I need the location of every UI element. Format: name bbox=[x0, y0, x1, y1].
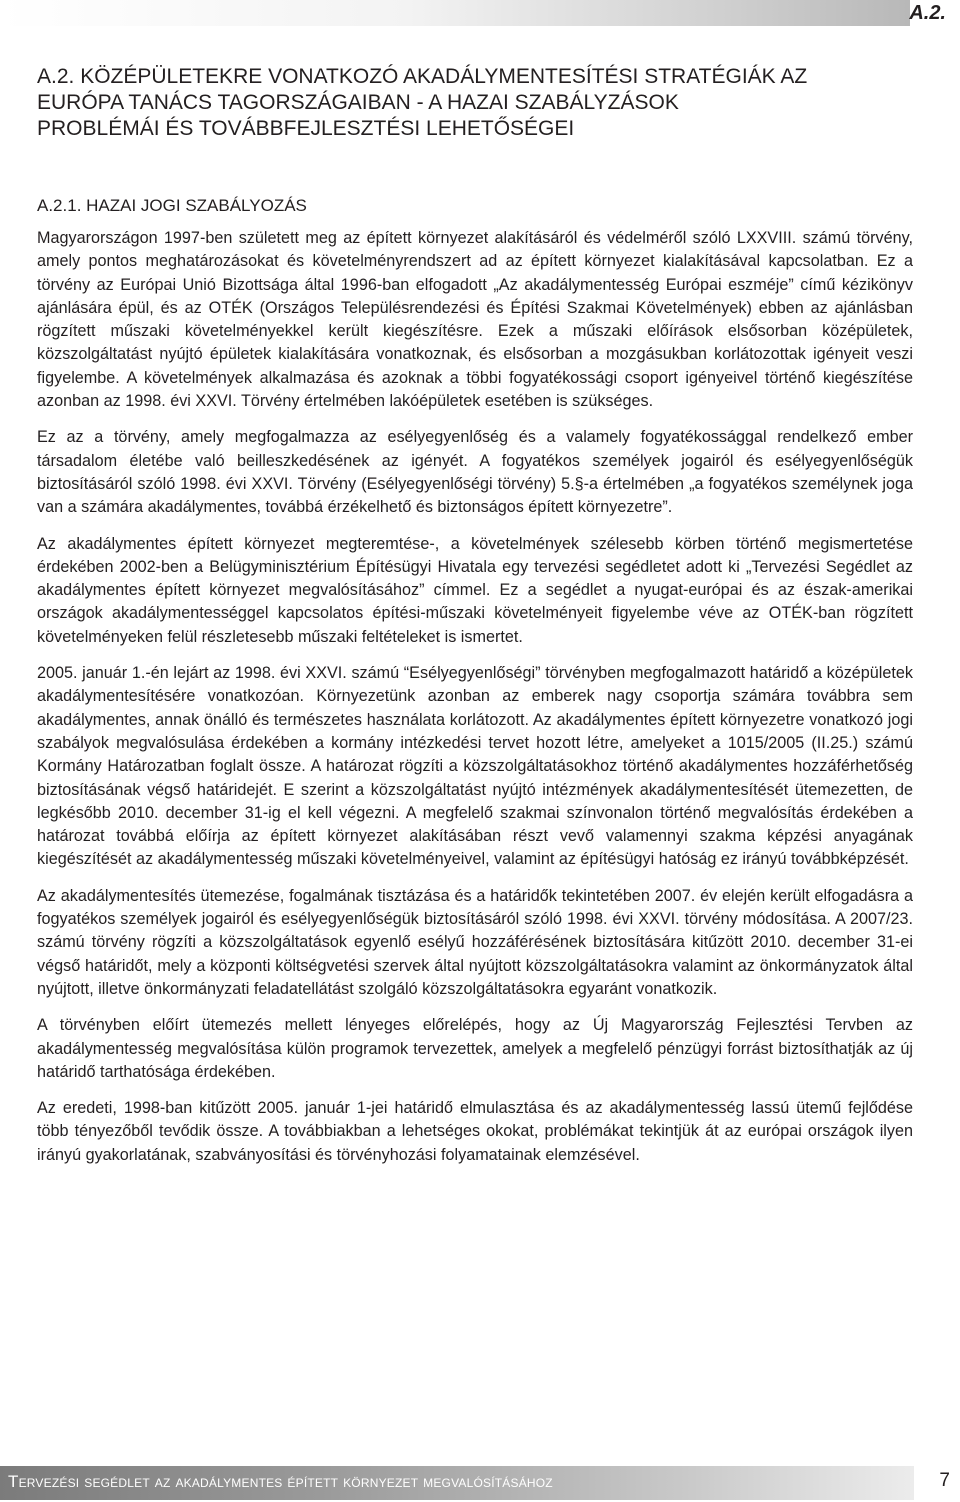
page-title-line: PROBLÉMÁI ÉS TOVÁBBFEJLESZTÉSI LEHETŐSÉGEI bbox=[37, 117, 575, 140]
paragraph: A törvényben előírt ütemezés mellett lényeges előrelépés, hogy az Új Magyarország Fejlesztési Tervben az akadálymentesség megvalósítása külön programok tervezettek, amelyek a megfelelő pénzügyi forrást biztosíthatják az új határidő tarthatósága érdekében. bbox=[37, 1016, 913, 1081]
paragraph: Magyarországon 1997-ben született meg az épített környezet alakításáról és védelméről szóló LXXVIII. számú törvény, amely pontos meghatározásokat és követelményrendszert ad az épített környezet kialakításával kapcsolatban. Ez a törvény az Európai Unió Bizottsága által 1996-ban elfogadott „Az akadálymentesség Európai eszméje” című kézikönyv ajánlására épül, és az OTÉK (Országos Településrendezési és Építési Szakmai Követelmények) ebben az ajánlásban rögzített műszaki követelményekkel került kiegészítésre. Ezek a műszaki előírások elsősorban középületek, közszolgáltatást nyújtó épületek kialakítására vonatkoznak, és elsősorban a mozgásukban korlátozottak igényeit veszi figyelembe. A követelmények alkalmazása és azoknak a többi fogyatékossági csoport igényeivel történő kiegészítése azonban az 1998. évi XXVI. Törvény értelmében lakóépületek esetében is szükséges. bbox=[37, 229, 913, 411]
footer-document-title: Tervezési segédlet az akadálymentes épített környezet megvalósításához bbox=[8, 1472, 553, 1491]
page-title-line: A.2. KÖZÉPÜLETEKRE VONATKOZÓ AKADÁLYMENTESÍTÉSI STRATÉGIÁK AZ bbox=[37, 65, 808, 88]
page-title bbox=[37, 64, 927, 142]
paragraph: 2005. január 1.-én lejárt az 1998. évi XXVI. számú “Esélyegyenlőségi” törvényben megfogalmazott határidő a középületek akadálymentesítésére vonatkozóan. Környezetünk azonban az emberek nagy csoportja számára továbbra sem akadálymentes, annak önálló és természetes használata korlátozott. Az akadálymentes épített környezetre vonatkozó jogi szabályok megvalósulása érdekében a kormány intézkedési tervet hozott létre, amelyeket a 1015/2005 (II.25.) számú Kormány Határozatban foglalt össze. A határozat rögzíti a közszolgáltatásokhoz történő akadálymentes hozzáférhetőség biztosításának végső határidejét. E szerint a közszolgáltatást nyújtó intézmények akadálymentesítését ütemezetten, de legkésőbb 2010. december 31-ig el kell végezni. A megfelelő szakmai színvonalon történő megvalósítás érdekében a határozat továbbá előírja az épített környezet alakításában részt vevő valamennyi szakma képzési anyagának kiegészítését az akadálymentesség műszaki követelményeivel, valamint az építésügyi hatóság ez irányú továbbképzését. bbox=[37, 664, 913, 869]
page-number: 7 bbox=[939, 1470, 950, 1491]
header-rule bbox=[0, 0, 910, 26]
paragraph: Az akadálymentesítés ütemezése, fogalmának tisztázása és a határidők tekintetében 2007. év elején került elfogadásra a fogyatékos személyek jogairól és esélyegyenlőségük biztosításáról szóló 1998. évi XXVI. törvény módosítása. A 2007/23. számú törvény rögzíti a közszolgáltatások egyenlő esélyű hozzáférésének biztosítására kitűzött 2010. december 31-ei végső határidőt, mely a központi költségvetési szervek által nyújtott közszolgáltatásokra valamint az önkormányzatok által nyújtott, illetve önkormányzati feladatellátást szolgáló közszolgáltatásokra egyaránt vonatkozik. bbox=[37, 886, 913, 998]
paragraph: Ez az a törvény, amely megfogalmazza az esélyegyenlőség és a valamely fogyatékossággal rendelkező ember társadalom életébe való beilleszkedésének az igényét. A fogyatékos személyek jogairól és esélyegyenlőségük biztosításáról szóló 1998. évi XXVI. Törvény (Esélyegyenlőségi törvény) 5.§-a értelmében „a fogyatékos személynek joga van a számára akadálymentes, továbbá érzékelhető és biztonságos épített környezetre”. bbox=[37, 428, 913, 517]
paragraph: Az akadálymentes épített környezet megteremtése-, a követelmények szélesebb körben történő megismertetése érdekében 2002-ben a Belügyminisztérium Építésügyi Hivatala egy tervezési segédletet adott ki „Tervezési Segédlet az akadálymentes épített környezet megvalósításához” címmel. Ez a segédlet a nyugat-európai és az észak-amerikai országok akadálymentességgel kapcsolatos építési-műszaki követelményeit figyelembe véve az OTÉK-ban rögzített követelményeken felül részletesebb műszaki feltételeket is ismertet. bbox=[37, 534, 913, 646]
body-text bbox=[37, 227, 913, 1180]
footer-band bbox=[0, 1466, 914, 1500]
paragraph: Az eredeti, 1998-ban kitűzött 2005. január 1-jei határidő elmulasztása és az akadálymentesség lassú ütemű fejlődése több tényezőből tevődik össze. A továbbiakban a lehetséges okokat, problémákat tekintjük át az európai országok ilyen irányú gyakorlatának, szabványosítási és törvényhozási folyamatainak elemzésével. bbox=[37, 1099, 913, 1164]
page-title-line: EURÓPA TANÁCS TAGORSZÁGAIBAN - A HAZAI SZABÁLYZÁSOK bbox=[37, 91, 679, 114]
section-heading: A.2.1. HAZAI JOGI SZABÁLYOZÁS bbox=[37, 196, 307, 215]
section-label: A.2. bbox=[909, 2, 946, 24]
